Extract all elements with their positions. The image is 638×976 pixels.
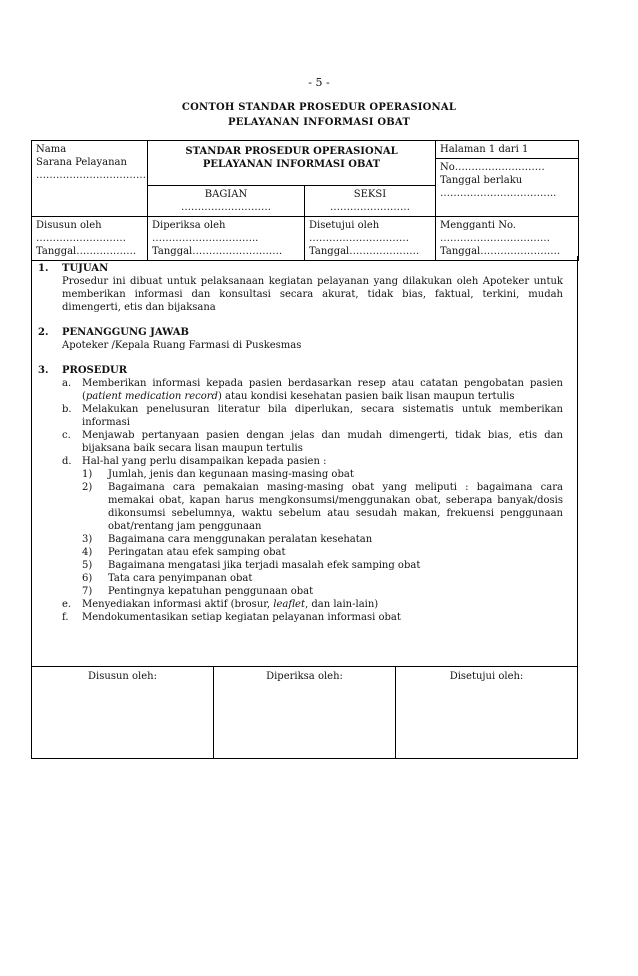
prosedur-item-b — [38, 403, 563, 429]
item-key: d. — [62, 456, 72, 467]
disetujui-dots: ………………………… — [309, 233, 409, 244]
no-label: No……………………… — [440, 162, 545, 173]
sub-item-key: 3) — [82, 534, 93, 545]
mengganti-dots: …………………………… — [440, 233, 550, 244]
page-number: - 5 - — [308, 76, 330, 89]
header-halaman-cell — [436, 141, 579, 217]
tanggal-berlaku-label: Tanggal berlaku — [440, 175, 523, 186]
item-text: Mendokumentasikan setiap kegiatan pelayanan informasi obat — [82, 612, 401, 623]
section-tujuan-heading — [38, 262, 563, 275]
sub-item — [38, 468, 563, 481]
signature-diperiksa: Diperiksa oleh: — [214, 667, 396, 759]
seksi-cell — [305, 186, 436, 217]
section-number: 2. — [38, 327, 49, 338]
bagian-cell — [148, 186, 305, 217]
sub-item-key: 1) — [82, 469, 93, 480]
section-pj-heading — [38, 326, 563, 339]
disusun-label: Disusun oleh — [36, 220, 102, 231]
diperiksa-label: Diperiksa oleh — [152, 220, 226, 231]
signature-table — [31, 666, 578, 759]
sub-item-text: Peringatan atau efek samping obat — [108, 547, 286, 558]
sub-item-key: 4) — [82, 547, 93, 558]
item-text — [82, 377, 563, 403]
section-title: TUJUAN — [62, 263, 109, 274]
prosedur-item-c — [38, 429, 563, 455]
seksi-label: SEKSI — [353, 189, 387, 200]
header-sop-cell — [148, 141, 436, 186]
item-text: Melakukan penelusuran literatur bila diperlukan, secara sistematis untuk memberikan informasi — [82, 404, 563, 428]
nama-label: Nama — [36, 144, 67, 155]
prosedur-item-e — [38, 598, 563, 611]
header-nama-cell — [32, 141, 148, 217]
diperiksa-tanggal: Tanggal……………………… — [152, 246, 283, 257]
document-body — [31, 256, 578, 666]
item-key: c. — [62, 430, 71, 441]
sub-item — [38, 546, 563, 559]
sarana-label: Sarana Pelayanan — [36, 157, 127, 168]
disusun-dots: ……………………… — [36, 233, 126, 244]
seksi-dots: …………………… — [330, 202, 410, 213]
sub-item-key: 6) — [82, 573, 93, 584]
header-table — [31, 140, 579, 261]
tujuan-text: Prosedur ini dibuat untuk pelaksanaan kegiatan pelayanan yang dilakukan oleh Apoteker untuk memberikan informasi dan konsultasi secara akurat, tidak bias, faktual, terkini, mudah dimengerti, etis dan bijaksana — [62, 276, 563, 313]
sub-item-key: 5) — [82, 560, 93, 571]
disusun-tanggal: Tanggal……………… — [36, 246, 137, 257]
sub-item-key: 2) — [82, 482, 93, 493]
section-title: PENANGGUNG JAWAB — [62, 327, 189, 338]
section-tujuan — [38, 262, 563, 314]
sarana-dots: …………………………… — [36, 170, 146, 181]
sub-item-text: Jumlah, jenis dan kegunaan masing-masing obat — [108, 469, 354, 480]
tanggal-berlaku-dots: …………………………….. — [440, 188, 557, 199]
item-text: Menjawab pertanyaan pasien dengan jelas dan mudah dimengerti, tidak bias, etis dan bijaksana baik secara lisan maupun tertulis — [82, 430, 563, 454]
item-key: b. — [62, 404, 72, 415]
sub-item-text: Bagaimana cara pemakaian masing-masing obat yang meliputi : bagaimana cara memakai obat, kapan harus mengkonsumsi/menggunakan obat, seberapa banyak/dosis dikonsumsi sebelumnya, waktu sebelum atau sesudah makan, frekuensi penggunaan obat/rentang jam penggunaan — [108, 482, 563, 532]
item-text-pre: Memberikan informasi kepada pasien berdasarkan resep atau catatan pengobatan pasien ( — [82, 378, 563, 402]
halaman-label: Halaman 1 dari 1 — [436, 141, 578, 159]
signature-disetujui: Disetujui oleh: — [396, 667, 578, 759]
disetujui-cell — [305, 217, 436, 261]
prosedur-item-d — [38, 455, 563, 468]
sub-item — [38, 572, 563, 585]
disetujui-label: Disetujui oleh — [309, 220, 380, 231]
prosedur-item-a — [38, 377, 563, 403]
item-text-pre: Menyediakan informasi aktif (brosur, — [82, 599, 274, 610]
sub-item-text: Tata cara penyimpanan obat — [108, 573, 253, 584]
sub-item-text: Bagaimana cara menggunakan peralatan kesehatan — [108, 534, 373, 545]
item-key: e. — [62, 599, 72, 610]
mengganti-cell — [436, 217, 579, 261]
signature-disusun: Disusun oleh: — [32, 667, 214, 759]
sub-item — [38, 585, 563, 598]
item-text-italic: leaflet — [273, 599, 305, 610]
bagian-dots: ……………………… — [181, 202, 271, 213]
disusun-cell — [32, 217, 148, 261]
sub-item-key: 7) — [82, 586, 93, 597]
sop-title-2: PELAYANAN INFORMASI OBAT — [202, 159, 381, 170]
item-key: a. — [62, 378, 72, 389]
title-line-1: CONTOH STANDAR PROSEDUR OPERASIONAL — [181, 102, 457, 113]
sop-title-1: STANDAR PROSEDUR OPERASIONAL — [185, 146, 398, 157]
mengganti-tanggal: Tanggal…………………… — [440, 246, 561, 257]
item-text: Hal-hal yang perlu disampaikan kepada pasien : — [82, 456, 327, 467]
diperiksa-cell — [148, 217, 305, 261]
item-text-post: ) atau kondisi kesehatan pasien baik lisan maupun tertulis — [217, 391, 515, 402]
section-prosedur-heading — [38, 364, 563, 377]
mengganti-label: Mengganti No. — [440, 220, 516, 231]
section-prosedur — [38, 364, 563, 624]
bagian-label: BAGIAN — [204, 189, 248, 200]
title-line-2: PELAYANAN INFORMASI OBAT — [228, 117, 410, 128]
penanggung-jawab-text: Apoteker /Kepala Ruang Farmasi di Puskesmas — [62, 340, 302, 351]
sub-item — [38, 533, 563, 546]
disetujui-tanggal: Tanggal………………… — [309, 246, 420, 257]
sub-item — [38, 559, 563, 572]
diperiksa-dots: ………………………….. — [152, 233, 259, 244]
item-text-italic: patient medication record — [85, 391, 218, 402]
sub-item-text: Bagaimana mengatasi jika terjadi masalah efek samping obat — [108, 560, 421, 571]
item-text-post: , dan lain-lain) — [304, 599, 379, 610]
section-number: 1. — [38, 263, 49, 274]
item-text — [82, 598, 563, 611]
item-key: f. — [62, 612, 69, 623]
sub-item — [38, 481, 563, 533]
section-title: PROSEDUR — [62, 365, 128, 376]
section-number: 3. — [38, 365, 49, 376]
section-penanggung-jawab — [38, 326, 563, 352]
prosedur-item-f — [38, 611, 563, 624]
document-title — [0, 100, 638, 130]
sub-item-text: Pentingnya kepatuhan penggunaan obat — [108, 586, 314, 597]
